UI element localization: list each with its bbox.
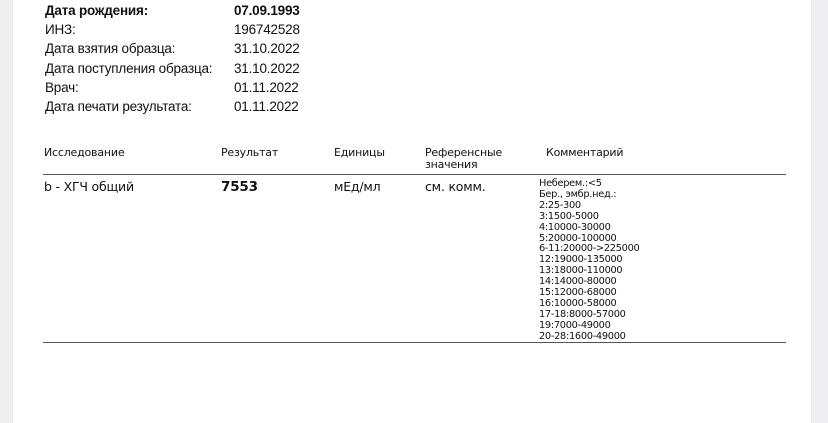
comment-line: 5:20000-100000: [539, 232, 617, 244]
document-page: [13, 0, 811, 423]
cell-units: мЕд/мл: [334, 179, 381, 194]
comment-line: 13:18000-110000: [539, 265, 623, 277]
comment-line: 19:7000-49000: [539, 319, 611, 331]
info-label: Дата поступления образца:: [45, 61, 213, 76]
header-comment: Комментарий: [546, 146, 624, 159]
info-label: Врач:: [45, 80, 79, 95]
comment-line: 14:14000-80000: [539, 276, 617, 288]
header-result: Результат: [221, 146, 279, 159]
comment-line: 12:19000-135000: [539, 254, 623, 266]
table-header-divider: [43, 174, 786, 175]
comment-line: 17-18:8000-57000: [539, 308, 626, 320]
info-label: Дата рождения:: [45, 3, 148, 18]
header-units: Единицы: [334, 146, 385, 159]
info-value: 31.10.2022: [234, 61, 300, 76]
comment-line: 2:25-300: [539, 199, 581, 211]
comment-line: 6-11:20000->225000: [539, 243, 640, 255]
info-value: 07.09.1993: [234, 3, 300, 18]
comment-line: 16:10000-58000: [539, 297, 617, 309]
comment-line: 3:1500-5000: [539, 210, 599, 222]
cell-test: b - ХГЧ общий: [44, 179, 134, 194]
info-value: 01.11.2022: [234, 80, 299, 95]
comment-line: 15:12000-68000: [539, 287, 617, 299]
comment-line: 4:10000-30000: [539, 221, 611, 233]
info-value: 01.11.2022: [234, 99, 299, 114]
cell-reference: см. комм.: [425, 179, 486, 194]
info-value: 196742528: [234, 22, 300, 37]
header-reference: Референсные значения: [425, 146, 503, 171]
comment-line: Неберем.:<5: [539, 178, 602, 189]
info-label: Дата взятия образца:: [45, 41, 176, 56]
header-test: Исследование: [44, 146, 125, 159]
cell-result: 7553: [221, 179, 258, 195]
info-value: 31.10.2022: [234, 41, 300, 56]
info-label: Дата печати результата:: [45, 99, 192, 114]
comment-line: Бер., эмбр.нед.:: [539, 188, 617, 200]
info-label: ИНЗ:: [45, 22, 76, 37]
comment-line: 20-28:1600-49000: [539, 330, 626, 342]
cell-comment: [539, 179, 639, 343]
table-bottom-divider: [43, 342, 786, 343]
